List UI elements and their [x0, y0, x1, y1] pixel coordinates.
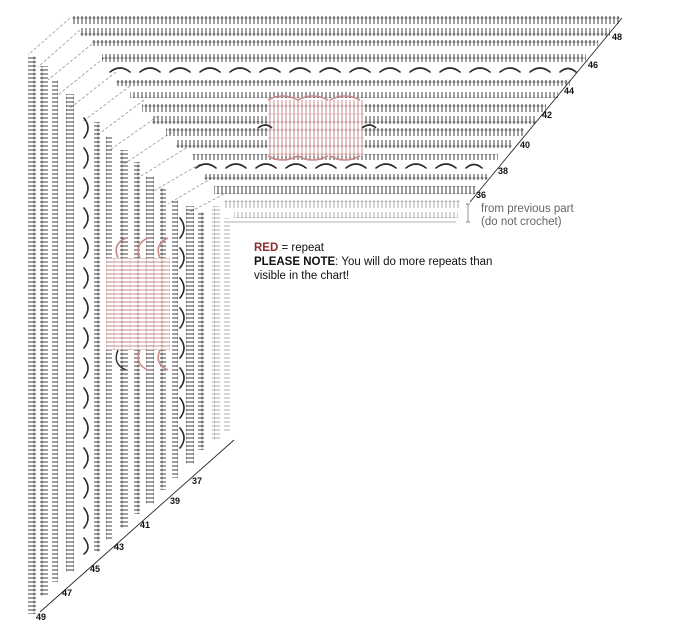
row-number: 40: [520, 140, 531, 150]
row-number: 45: [90, 564, 101, 574]
row-number: 46: [588, 60, 599, 70]
previous-part-bracket: [466, 204, 470, 222]
row-number: 49: [36, 612, 47, 622]
previous-part-line2: (do not crochet): [481, 216, 562, 228]
row-number: 47: [62, 588, 73, 598]
row-number: 43: [114, 542, 125, 552]
row-number: 39: [170, 496, 181, 506]
legend-red-meaning: = repeat: [278, 242, 324, 254]
row-number: 48: [612, 32, 623, 42]
legend-repeat: [254, 241, 494, 255]
row-numbers-diagonal: [36, 476, 202, 622]
previous-part-line1: from previous part: [481, 203, 574, 215]
legend-note: [254, 255, 494, 283]
row-number: 36: [476, 190, 487, 200]
legend-note-label: PLEASE NOTE: [254, 256, 336, 268]
repeat-block-top: [258, 96, 376, 160]
previous-part-rows: [212, 200, 460, 440]
row-number: 37: [192, 476, 203, 486]
row-number: 42: [542, 110, 553, 120]
previous-part-note: [481, 203, 574, 229]
legend-red-label: RED: [254, 242, 279, 254]
legend: [254, 241, 494, 283]
legend-note-text: : You will do more repeats than visible in the chart!: [254, 256, 493, 282]
row-number: 41: [140, 520, 151, 530]
row-number: 44: [564, 86, 575, 96]
row-number: 38: [498, 166, 509, 176]
